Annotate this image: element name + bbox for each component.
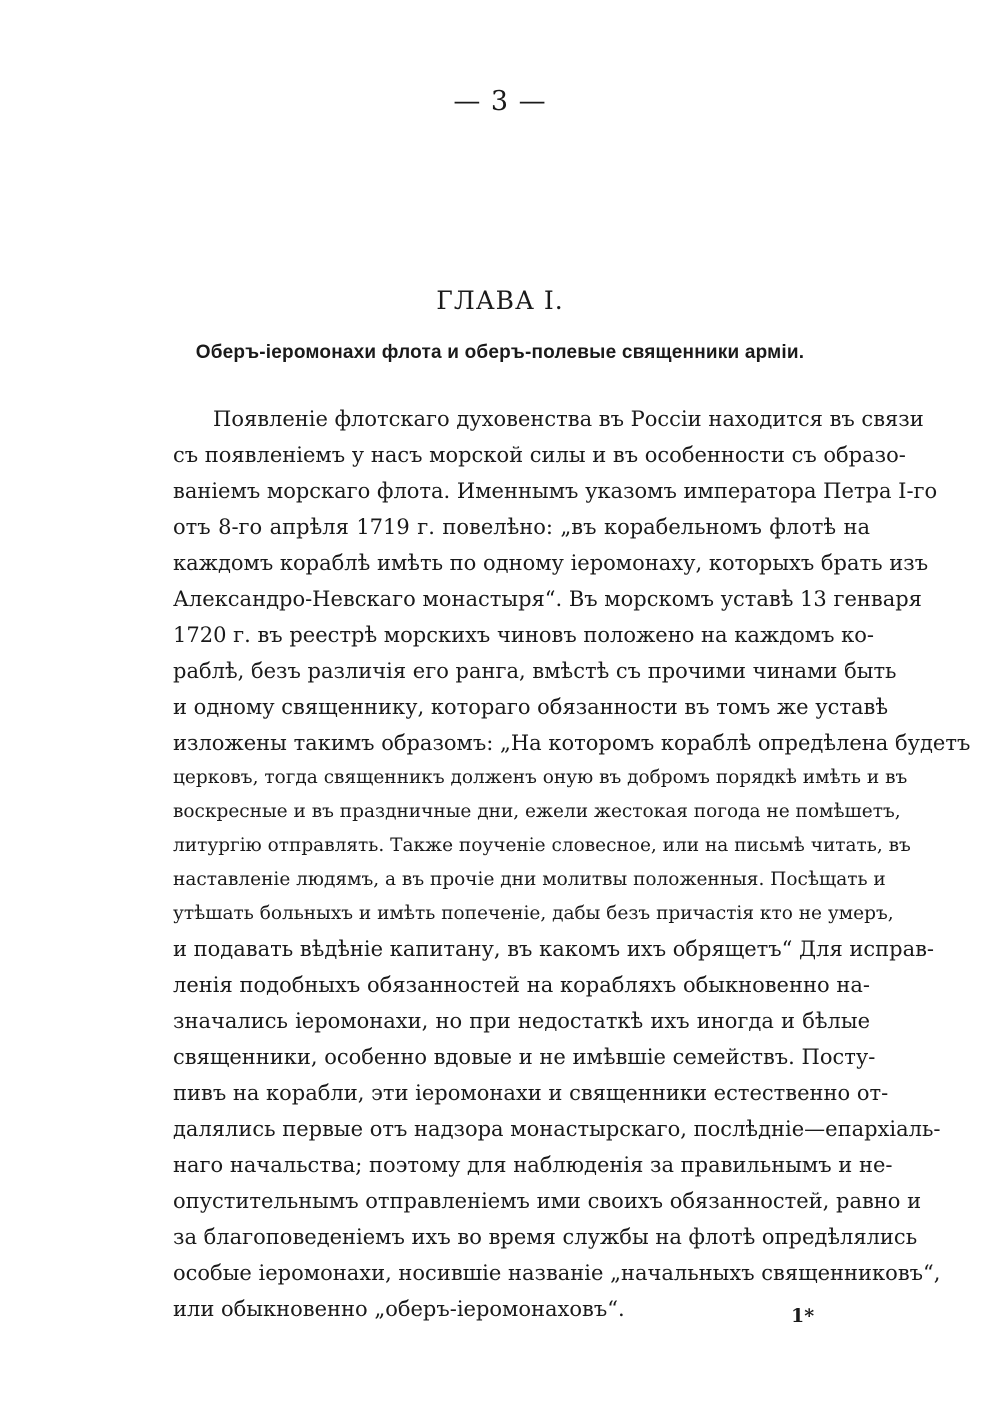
- text-line: пивъ на корабли, эти іеромонахи и священники естественно от-: [173, 1081, 889, 1105]
- text-line: и подавать вѣдѣніе капитану, въ какомъ ихъ обрящетъ“ Для исправ-: [173, 937, 935, 961]
- text-line: Появленіе флотскаго духовенства въ Россіи находится въ связи: [213, 407, 924, 431]
- text-line: ленія подобныхъ обязанностей на корабляхъ обыкновенно на-: [173, 973, 870, 997]
- quoted-text-line: воскресные и въ праздничные дни, ежели жестокая погода не помѣшетъ,: [173, 801, 901, 822]
- text-line: съ появленіемъ у насъ морской силы и въ особенности съ образо-: [173, 443, 906, 467]
- text-line: 1720 г. въ реестрѣ морскихъ чиновъ положено на каждомъ ко-: [173, 623, 874, 647]
- text-line: за благоповеденіемъ ихъ во время службы на флотѣ опредѣлялись: [173, 1225, 918, 1249]
- quoted-text-line: наставленіе людямъ, а въ прочіе дни молитвы положенныя. Посѣщать и: [173, 869, 886, 890]
- text-line: значались іеромонахи, но при недостаткѣ ихъ иногда и бѣлые: [173, 1009, 870, 1033]
- text-line: и одному священнику, котораго обязанности въ томъ же уставѣ: [173, 695, 889, 719]
- text-line: особые іеромонахи, носившіе названіе „начальныхъ священниковъ“,: [173, 1261, 941, 1285]
- text-line: Александро-Невскаго монастыря“. Въ морскомъ уставѣ 13 генваря: [173, 587, 922, 611]
- text-line: наго начальства; поэтому для наблюденія за правильнымъ и не-: [173, 1153, 893, 1177]
- quoted-text-line: церковъ, тогда священникъ долженъ оную въ добромъ порядкѣ имѣть и въ: [173, 767, 908, 788]
- body-text: [173, 401, 971, 1327]
- text-line: отъ 8-го апрѣля 1719 г. повелѣно: „въ корабельномъ флотѣ на: [173, 515, 870, 539]
- text-line: далялись первые отъ надзора монастырскаго, послѣдніе—епархіаль-: [173, 1117, 941, 1141]
- text-line: или обыкновенно „оберъ-іеромонаховъ“.: [173, 1297, 625, 1321]
- signature-mark: 1*: [791, 1305, 815, 1327]
- text-line: изложены такимъ образомъ: „На которомъ кораблѣ опредѣлена будетъ: [173, 731, 971, 755]
- text-line: опустительнымъ отправленіемъ ими своихъ обязанностей, равно и: [173, 1189, 922, 1213]
- text-line: каждомъ кораблѣ имѣть по одному іеромонаху, которыхъ брать изъ: [173, 551, 929, 575]
- quoted-text-line: литургію отправлять. Также поученіе словесное, или на письмѣ читать, въ: [173, 835, 911, 856]
- chapter-title: ГЛАВА I.: [436, 286, 564, 315]
- quoted-text-line: утѣшать больныхъ и имѣть попеченіе, дабы безъ причастія кто не умеръ,: [173, 903, 894, 924]
- text-line: священники, особенно вдовые и не имѣвшіе семействъ. Посту-: [173, 1045, 876, 1069]
- page-number: — 3 —: [453, 86, 547, 117]
- text-line: ваніемъ морскаго флота. Именнымъ указомъ императора Петра I-го: [173, 479, 938, 503]
- text-line: раблѣ, безъ различія его ранга, вмѣстѣ съ прочими чинами быть: [173, 659, 897, 683]
- chapter-subtitle: Оберъ-іеромонахи флота и оберъ-полевые священники арміи.: [195, 342, 805, 363]
